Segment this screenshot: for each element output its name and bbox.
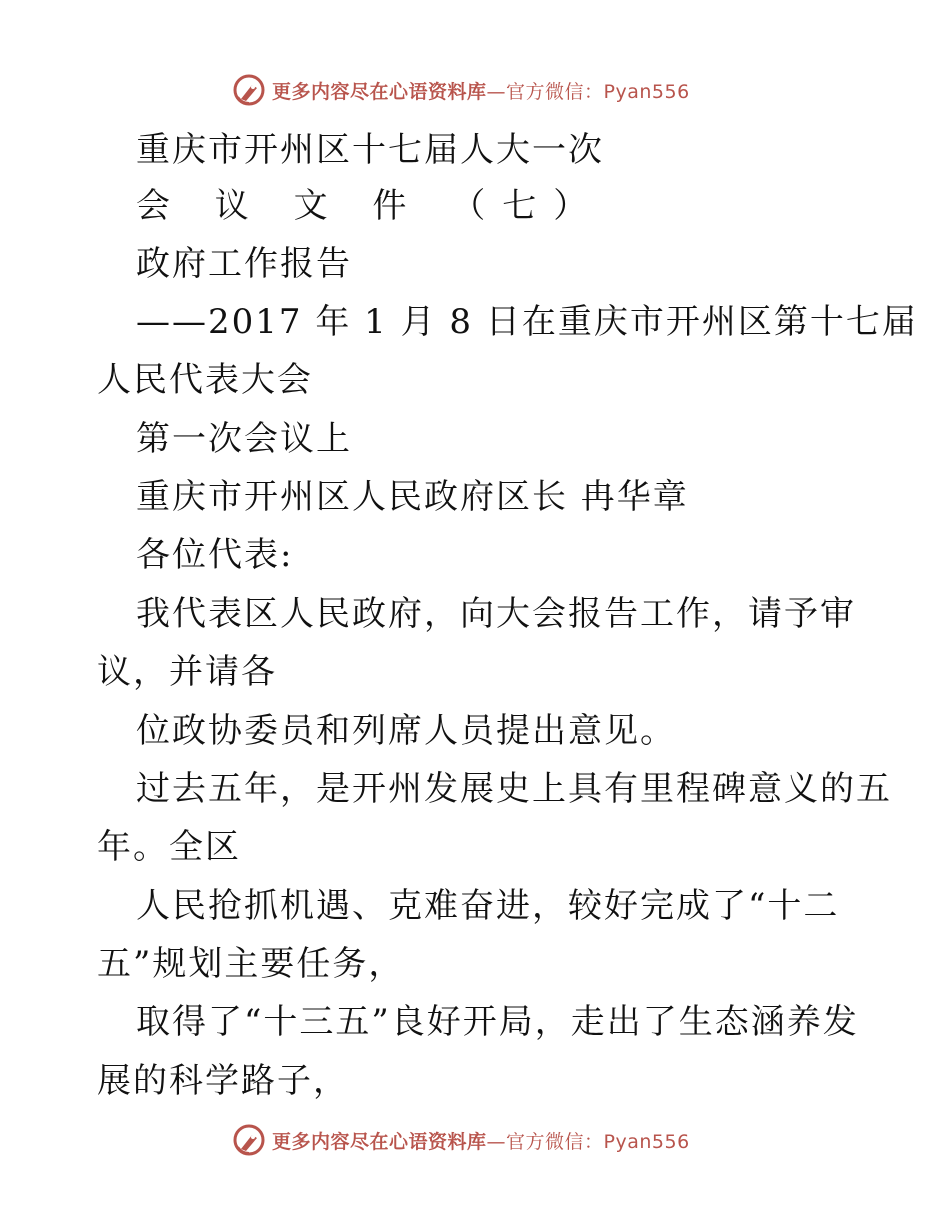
doc-line-3: 政府工作报告 [136,244,352,284]
watermark-text: 更多内容尽在心语资料库—官方微信：Pyan556 [272,80,690,103]
pen-nib-circle-icon [232,1123,266,1157]
doc-line-11: 位政协委员和列席人员提出意见。 [136,711,676,751]
watermark-banner-bottom [232,1122,690,1158]
doc-line-15: 五”规划主要任务， [97,944,405,984]
doc-line-4: ——2017 年 1 月 8 日在重庆市开州区第十七届 [136,302,918,342]
doc-line-12: 过去五年，是开州发展史上具有里程碑意义的五 [136,769,892,809]
doc-line-13: 年。全区 [97,827,241,867]
doc-line-17: 展的科学路子， [97,1061,349,1101]
watermark-text: 更多内容尽在心语资料库—官方微信：Pyan556 [272,1130,690,1153]
doc-line-6: 第一次会议上 [136,419,352,459]
doc-line-7: 重庆市开州区人民政府区长 冉华章 [136,477,689,517]
doc-line-16: 取得了“十三五”良好开局，走出了生态涵养发 [136,1002,859,1042]
doc-line-10: 议，并请各 [97,652,277,692]
doc-line-1: 重庆市开州区十七届人大一次 [136,130,604,170]
doc-line-2: 会 议 文 件 （七） [136,186,605,226]
doc-line-8: 各位代表: [136,535,294,575]
doc-line-9: 我代表区人民政府，向大会报告工作，请予审 [136,594,856,634]
doc-line-5: 人民代表大会 [97,360,313,400]
doc-line-14: 人民抢抓机遇、克难奋进，较好完成了“十二 [136,886,840,926]
